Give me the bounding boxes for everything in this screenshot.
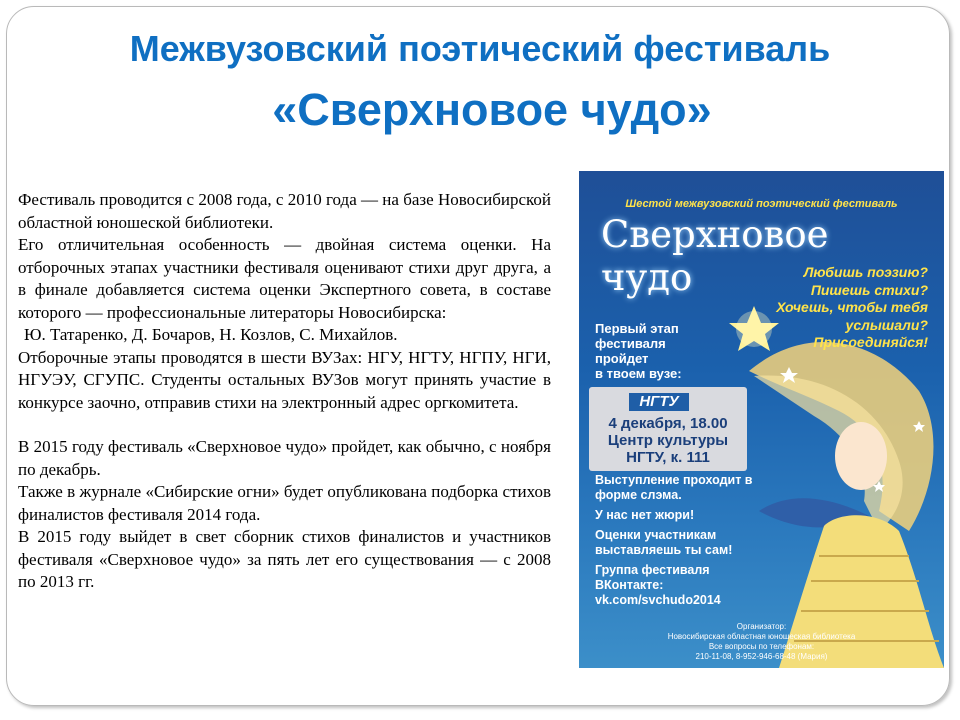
stage-line: Первый этап xyxy=(595,321,679,336)
footer-line: Все вопросы по телефонам: xyxy=(708,642,815,651)
stage-line: фестиваля xyxy=(595,336,666,351)
poster-event-box xyxy=(589,387,747,471)
body-text xyxy=(18,189,551,594)
stage-line: пройдет xyxy=(595,351,649,366)
paragraph-gap xyxy=(18,414,551,436)
event-details xyxy=(589,415,747,466)
info-line: Выступление проходит в форме слэма. xyxy=(595,473,753,502)
paragraph-collection: В 2015 году выйдет в свет сборник стихов финалистов и участников фестиваля «Сверхновое чудо» за пять лет его существования — с 2008 по 2013 гг. xyxy=(18,527,551,591)
event-line: Центр культуры xyxy=(607,432,729,449)
slogan-line: Присоединяйся! xyxy=(813,334,928,350)
footer-line: 210-11-08, 8-952-946-68-48 (Мария) xyxy=(695,652,828,661)
footer-line: Новосибирская областная юношеская библиотека xyxy=(667,632,856,641)
poster-footer xyxy=(579,622,944,662)
poster-slogan xyxy=(718,264,928,352)
slogan-line: Пишешь стихи? xyxy=(810,281,928,298)
slogan-line: Хочешь, чтобы тебя xyxy=(776,299,928,315)
paragraph-2015-festival: В 2015 году фестиваль «Сверхновое чудо» пройдет, как обычно, с ноября по декабрь. xyxy=(18,437,551,479)
event-line: 4 декабря, 18.00 xyxy=(608,415,728,432)
paragraph-experts: Ю. Татаренко, Д. Бочаров, Н. Козлов, С. Михайлов. xyxy=(24,325,398,344)
info-line: Группа фестиваля ВКонтакте: vk.com/svchudo2014 xyxy=(595,563,721,607)
slogan-line: Любишь поэзию? xyxy=(803,264,928,280)
poster-title: Сверхновое чудо xyxy=(601,213,829,299)
festival-poster xyxy=(579,171,944,668)
event-line: НГТУ, к. 111 xyxy=(626,449,710,466)
paragraph-stages: Отборочные этапы проводятся в шести ВУЗах: НГУ, НГТУ, НГПУ, НГИ, НГУЭУ, СГУПС. Студенты остальных ВУЗов могут принять участие в конкурсе заочно, отправив стихи на электронный адрес оргкомитета. xyxy=(18,347,551,412)
paragraph-history: Фестиваль проводится с 2008 года, с 2010 года — на базе Новосибирской областной юношеской библиотеки. xyxy=(18,190,551,232)
poster-top-line: Шестой межвузовский поэтический фестиваль xyxy=(625,198,898,210)
paragraph-feature: Его отличительная особенность — двойная система оценки. На отборочных этапах участники фестиваля оценивают стихи друг друга, а в финале добавляется система оценки Экспертного совета, в составе которого — профессиональные литераторы Новосибирска: xyxy=(18,235,551,322)
info-line: Оценки участникам выставляешь ты сам! xyxy=(595,528,733,557)
poster-stage-text xyxy=(595,321,715,381)
paragraph-magazine: Также в журнале «Сибирские огни» будет опубликована подборка стихов финалистов фестиваля 2014 года. xyxy=(18,482,551,524)
footer-line: Организатор: xyxy=(736,622,787,631)
poster-info xyxy=(595,473,765,613)
slogan-line: услышали? xyxy=(845,316,928,333)
stage-line: в твоем вузе: xyxy=(595,366,682,381)
slide-title-line1: Межвузовский поэтический фестиваль xyxy=(129,28,831,69)
info-line: У нас нет жюри! xyxy=(595,508,695,522)
slide-title-line2: «Сверхновое чудо» xyxy=(272,84,712,135)
event-venue-badge: НГТУ xyxy=(629,393,689,411)
